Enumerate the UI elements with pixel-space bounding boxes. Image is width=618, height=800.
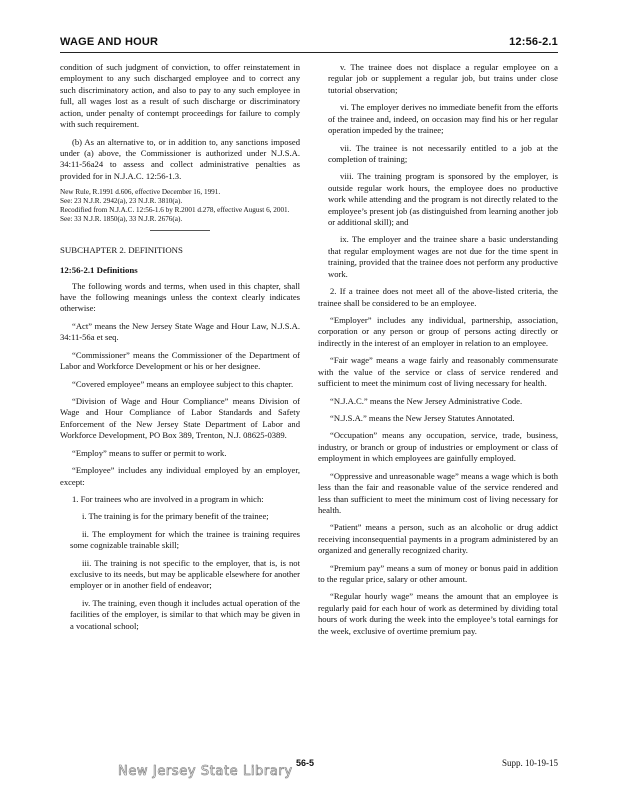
definition-oppressive-wage: “Oppressive and unreasonable wage” means a wage which is both less than the fair and reasonable value of the service rendered and less than sufficient to meet the minimum cost of living necessary for health. xyxy=(318,470,558,515)
list-subitem: viii. The training program is sponsored by the employer, is outside regular work hours, the employee does no productive work while attending and the program is not directly related to the employee’s present job (as distinguished from learning another job or additional skill); and xyxy=(328,171,558,228)
list-subitem: vi. The employer derives no immediate benefit from the efforts of the trainee and, indeed, on occasion may find his or her regular operation impeded by the trainee; xyxy=(328,102,558,136)
supplement-date: Supp. 10-19-15 xyxy=(502,758,558,768)
paragraph: The following words and terms, when used in this chapter, shall have the following meanings unless the context clearly indicates otherwise: xyxy=(60,280,300,314)
definition-covered-employee: “Covered employee” means an employee subject to this chapter. xyxy=(72,378,294,389)
definition-commissioner: “Commissioner” means the Commissioner of the Department of Labor and Workforce Development or his or her designee. xyxy=(60,349,300,372)
definition-employer: “Employer” includes any individual, partnership, association, corporation or any person or group of persons acting directly or indirectly in the interest of an employer in relation to an employee. xyxy=(318,315,558,348)
section-heading: 12:56-2.1 Definitions xyxy=(60,264,138,275)
right-column xyxy=(318,62,558,643)
list-subitem: i. The training is for the primary benefit of the trainee; xyxy=(82,511,269,522)
definition-employ: “Employ” means to suffer or permit to work. xyxy=(72,447,227,458)
running-header xyxy=(60,36,558,48)
definition-njac: “N.J.A.C.” means the New Jersey Administrative Code. xyxy=(330,395,523,406)
definition-occupation: “Occupation” means any occupation, service, trade, business, industry, or branch or group of industries or employment or class of employment in which employees are gainfully employed. xyxy=(318,430,558,464)
list-subitem: ix. The employer and the trainee share a basic understanding that regular employment wages are not due for the time spent in training, provided that the trainee does not perform any productive work. xyxy=(328,234,558,279)
header-title: WAGE AND HOUR xyxy=(60,36,159,48)
definition-division: “Division of Wage and Hour Compliance” means Division of Wage and Hour Compliance of Labor Standards and Safety Enforcement of the New Jersey State Department of Labor and Workforce Development, PO Box 389, Trenton, N.J. 08625-0389. xyxy=(60,395,300,441)
page-number: 56-5 xyxy=(296,758,315,768)
header-section-number: 12:56-2.1 xyxy=(509,36,558,48)
definition-act: “Act” means the New Jersey State Wage and Hour Law, N.J.S.A. 34:11-56a et seq. xyxy=(60,320,300,343)
definition-njsa: “N.J.S.A.” means the New Jersey Statutes Annotated. xyxy=(330,412,515,423)
paragraph: condition of such judgment of conviction, to offer reinstatement in employment to any such discharged employee and to correct any such discriminatory action, and also to pay to any such employee in full, all wages lost as a result of such discharge or discriminatory action, under penalty of contempt proceedings for failure to comply with such requirement. xyxy=(60,62,300,130)
left-column xyxy=(60,62,300,638)
library-watermark: New Jersey State Library xyxy=(118,764,293,779)
subchapter-heading: SUBCHAPTER 2. DEFINITIONS xyxy=(60,245,183,256)
list-subitem: vii. The trainee is not necessarily entitled to a job at the completion of training; xyxy=(328,142,558,164)
list-item: 1. For trainees who are involved in a program in which: xyxy=(72,493,264,504)
paragraph: (b) As an alternative to, or in addition to, any sanctions imposed under (a) above, the Commissioner is authorized under N.J.S.A. 34:11-56a24 to assess and collect administrative penalties as provided for in N.J.A.C. 12:56-1.3. xyxy=(60,136,300,181)
list-item: 2. If a trainee does not meet all of the above-listed criteria, the trainee shall be considered to be an employee. xyxy=(318,286,558,308)
history-note: New Rule, R.1991 d.606, effective December 16, 1991. See: 23 N.J.R. 2942(a), 23 N.J.R. 3810(a). Recodified from N.J.A.C. 12:56-1.6 by R.2001 d.278, effective August 6, 2001. See: 33 N.J.R. 1850(a), 33 N.J.R. 2676(a). xyxy=(60,188,290,224)
definition-employee: “Employee” includes any individual employed by an employer, except: xyxy=(60,465,300,487)
divider xyxy=(150,230,210,231)
list-subitem: iv. The training, even though it includes actual operation of the facilities of the employer, is similar to that which may be given in a vocational school; xyxy=(70,597,300,631)
list-subitem: v. The trainee does not displace a regular employee on a regular job or supplement a regular job, but trains under close tutorial observation; xyxy=(328,62,558,95)
definition-fair-wage: “Fair wage” means a wage fairly and reasonably commensurate with the value of the service or class of service rendered and sufficient to meet the minimum cost of living necessary for health. xyxy=(318,355,558,389)
definition-premium-pay: “Premium pay” means a sum of money or bonus paid in addition to the regular price, salary or other amount. xyxy=(318,562,558,585)
list-subitem: ii. The employment for which the trainee is training requires some cognizable trainable skill; xyxy=(70,528,300,551)
definition-regular-hourly-wage: “Regular hourly wage” means the amount that an employee is regularly paid for each hour of work as determined by dividing total hours of work during the week into the employee’s total earnings for the week, exclusive of overtime premium pay. xyxy=(318,591,558,636)
definition-patient: “Patient” means a person, such as an alcoholic or drug addict receiving inconsequential payments in a program administered by an organized and generally recognized charity. xyxy=(318,522,558,556)
list-subitem: iii. The training is not specific to the employer, that is, is not exclusive to its needs, but may be applicable elsewhere for another employer or in another field of endeavor; xyxy=(70,557,300,591)
header-rule xyxy=(60,52,558,53)
